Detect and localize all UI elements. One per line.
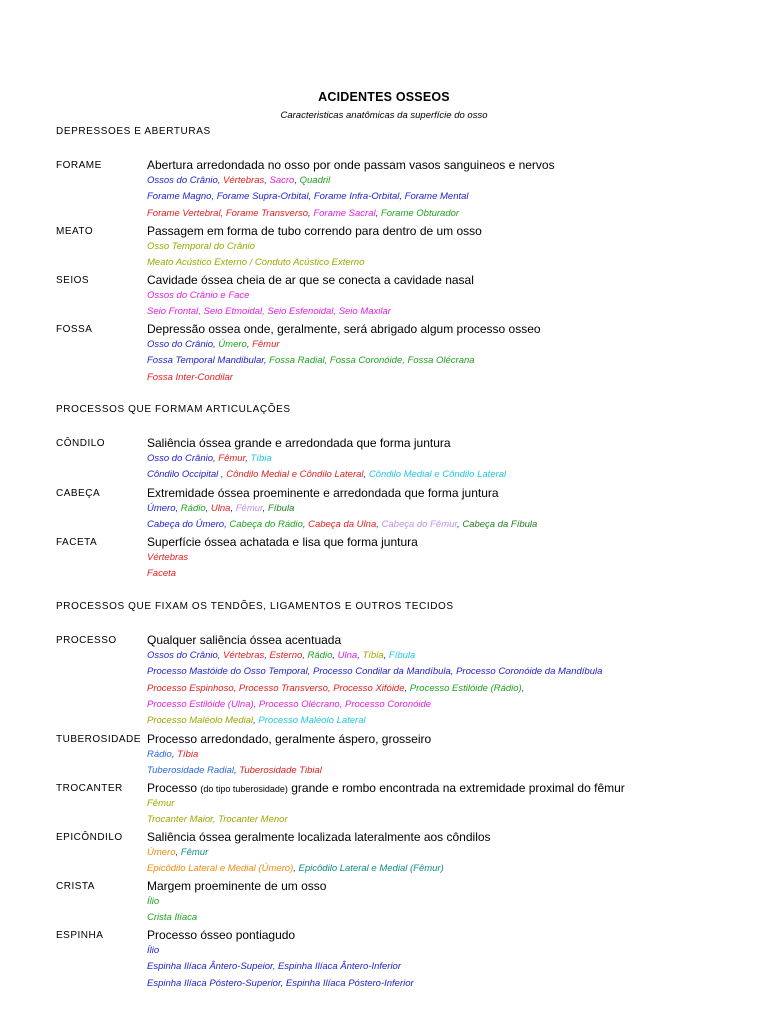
detail-segment: ,	[175, 503, 181, 514]
detail-segment: ,	[217, 175, 224, 186]
detail-line	[147, 715, 366, 726]
term-definition: Abertura arredondada no osso por onde passam vasos sanguineos e nervos	[147, 158, 555, 172]
definition-part: (do tipo tuberosidade)	[200, 784, 288, 794]
detail-segment: Forame Vertebral, Forame Transverso	[147, 207, 309, 219]
detail-segment: ,	[264, 175, 270, 186]
detail-line	[147, 765, 322, 776]
detail-line	[147, 978, 414, 989]
detail-segment: Ílio	[147, 896, 160, 907]
detail-segment: Fossa Temporal Mandibular	[147, 355, 264, 367]
detail-segment: Tuberosidade Tibial	[239, 765, 322, 777]
detail-segment: Processo Estilóide (Ulna), Processo Olécrano, Processo Coronóide	[147, 698, 432, 710]
term-label: ESPINHA	[56, 930, 104, 941]
term-label: CRISTA	[56, 881, 95, 892]
detail-segment: Seio Frontal, Seio Etmoidal, Seio Esfenoidal, Seio Maxilar	[147, 306, 391, 318]
detail-line	[147, 453, 272, 464]
detail-segment: Vértebras	[223, 650, 265, 661]
detail-segment: Processo Estilóide (Rádio)	[409, 682, 522, 694]
detail-segment: Ílio	[147, 945, 160, 956]
detail-segment: Cabeça da Fíbula	[462, 519, 538, 531]
detail-segment: Ossos do Crânio e Face	[147, 290, 250, 301]
detail-line	[147, 749, 198, 760]
detail-line	[147, 814, 288, 825]
detail-segment: Fíbula	[267, 503, 295, 514]
detail-segment: ,	[213, 339, 219, 350]
detail-segment: ,	[332, 650, 338, 661]
detail-segment: Faceta	[147, 568, 177, 580]
detail-segment: Fossa Radial, Fossa Coronóide, Fossa Olécrana	[269, 355, 475, 367]
term-label: FOSSA	[56, 324, 93, 335]
detail-segment: Rádio	[307, 650, 333, 661]
detail-line	[147, 568, 176, 579]
detail-segment: Processo Maléolo Medial	[147, 715, 254, 727]
detail-line	[147, 552, 188, 563]
term-definition: Processo ósseo pontiagudo	[147, 928, 296, 942]
detail-segment: Tíbia	[250, 453, 272, 464]
detail-segment: ,	[217, 650, 224, 661]
detail-segment: Quadril	[299, 175, 331, 186]
detail-segment: Forame Magno, Forame Supra-Orbital, Forame Infra-Orbital, Forame Mental	[147, 191, 469, 203]
detail-line	[147, 208, 459, 219]
term-definition: Processo arredondado, geralmente áspero, grosseiro	[147, 732, 432, 746]
detail-segment: Côndilo Occipital	[147, 469, 219, 481]
detail-segment: ,	[404, 682, 410, 694]
detail-segment: Processo Espinhoso, Processo Transverso, Processo Xifóide	[147, 682, 405, 694]
term-definition: Passagem em forma de tubo correndo para dentro de um osso	[147, 224, 482, 238]
detail-segment: Esterno	[269, 650, 303, 661]
section-title: PROCESSOS QUE FORMAM ARTICULAÇÕES	[56, 404, 291, 415]
detail-segment: Osso do Crânio	[147, 339, 214, 350]
detail-segment: ,	[245, 453, 251, 464]
term-label: FACETA	[56, 537, 98, 548]
detail-segment: Fêmur	[235, 503, 263, 514]
detail-line	[147, 191, 469, 202]
detail-segment: ,	[218, 469, 227, 481]
detail-line	[147, 961, 401, 972]
detail-segment: ,	[521, 682, 525, 694]
detail-segment: ,	[264, 650, 270, 661]
detail-line	[147, 469, 506, 480]
detail-segment: Úmero	[147, 503, 176, 514]
detail-segment: Ossos do Crânio	[147, 175, 218, 186]
definition-part: Processo	[147, 781, 201, 795]
detail-segment: ,	[224, 519, 230, 531]
detail-segment: Ulna	[337, 650, 358, 661]
term-definition: Cavidade óssea cheia de ar que se conecta a cavidade nasal	[147, 273, 474, 287]
detail-line	[147, 503, 294, 514]
detail-segment: Meato Acústico Externo / Conduto Acústico Externo	[147, 257, 365, 269]
detail-line	[147, 863, 444, 874]
detail-segment: Espinha Ilíaca Ântero-Supeior, Espinha Ilíaca Ântero-Inferior	[147, 961, 402, 973]
detail-segment: ,	[375, 207, 381, 219]
detail-segment: Sacro	[269, 175, 295, 186]
term-label: EPICÔNDILO	[56, 832, 123, 843]
term-label: TROCANTER	[56, 783, 123, 794]
detail-segment: ,	[246, 339, 253, 350]
detail-segment: Côndilo Medial e Côndilo Lateral	[226, 469, 364, 481]
detail-line	[147, 257, 364, 268]
detail-line	[147, 306, 391, 317]
detail-segment: Forame Obturador	[380, 207, 460, 219]
detail-segment: Vértebras	[147, 552, 189, 563]
detail-line	[147, 339, 280, 350]
detail-segment: ,	[253, 715, 259, 727]
detail-segment: Osso do Crânio	[147, 453, 214, 464]
detail-segment: Rádio	[180, 503, 206, 514]
detail-segment: ,	[302, 650, 308, 661]
detail-line	[147, 355, 475, 366]
detail-segment: Crista Ilíaca	[147, 912, 198, 924]
detail-line	[147, 290, 249, 301]
detail-segment: Rádio	[147, 749, 172, 760]
detail-segment: ,	[376, 519, 382, 531]
detail-segment: ,	[213, 453, 219, 464]
term-label: PROCESSO	[56, 635, 117, 646]
detail-segment: Fêmur	[252, 339, 280, 350]
detail-line	[147, 666, 602, 677]
detail-segment: Cabeça do Rádio	[229, 519, 303, 531]
term-definition: Qualquer saliência óssea acentuada	[147, 633, 342, 647]
detail-segment: Trocanter Maior, Trocanter Menor	[147, 814, 288, 826]
detail-segment: Fossa Inter-Condilar	[147, 371, 233, 383]
section-title: DEPRESSOES E ABERTURAS	[56, 126, 211, 137]
term-label: FORAME	[56, 160, 102, 171]
detail-segment: ,	[171, 749, 178, 760]
detail-segment: Fêmur	[180, 847, 209, 858]
detail-segment: Ossos do Crânio	[147, 650, 218, 661]
detail-segment: Epicôdilo Lateral e Medial (Fêmur)	[298, 863, 444, 875]
detail-segment: ,	[263, 355, 270, 367]
detail-segment: ,	[457, 519, 463, 531]
detail-line	[147, 241, 255, 252]
term-definition: Superfície óssea achatada e lisa que forma juntura	[147, 535, 418, 549]
detail-segment: Tíbia	[177, 749, 199, 760]
detail-segment: ,	[294, 175, 300, 186]
detail-line	[147, 912, 197, 923]
detail-segment: Forame Sacral	[313, 207, 376, 219]
detail-segment: ,	[233, 765, 240, 777]
detail-segment: ,	[230, 503, 236, 514]
detail-segment: Fêmur	[147, 798, 175, 809]
detail-segment: Cabeça do Úmero	[147, 519, 225, 531]
detail-segment: ,	[175, 847, 181, 858]
detail-line	[147, 896, 159, 907]
detail-segment: Côndilo Medial e Côndilo Lateral	[368, 469, 507, 481]
detail-line	[147, 519, 537, 530]
term-definition: Saliência óssea geralmente localizada lateralmente aos côndilos	[147, 830, 491, 844]
term-definition	[147, 781, 625, 795]
detail-line	[147, 175, 330, 186]
term-label: CABEÇA	[56, 488, 101, 499]
section-title: PROCESSOS QUE FIXAM OS TENDÕES, LIGAMENTOS E OUTROS TECIDOS	[56, 601, 454, 612]
detail-segment: Ulna	[210, 503, 231, 514]
detail-segment: Cabeça da Ulna	[308, 519, 377, 531]
detail-line	[147, 798, 174, 809]
detail-segment: ,	[363, 469, 369, 481]
detail-segment: Vértebras	[223, 175, 265, 186]
detail-segment: Processo Mastóide do Osso Temporal, Processo Condilar da Mandíbula, Processo Coronóide da Mandíbula	[147, 666, 603, 678]
detail-segment: Processo Maléolo Lateral	[258, 715, 366, 727]
detail-segment: Cabeça do Fêmur	[381, 519, 458, 531]
definition-part: grande e rombo encontrada na extremidade proximal do fêmur	[287, 781, 625, 795]
detail-line	[147, 372, 233, 383]
detail-segment: Epicôdilo Lateral e Medial (Úmero)	[147, 863, 294, 875]
term-definition: Depressão ossea onde, geralmente, será abrigado algum processo osseo	[147, 322, 541, 336]
term-label: CÔNDILO	[56, 438, 106, 449]
detail-segment: Úmero	[147, 847, 176, 858]
detail-segment: Espinha Ilíaca Póstero-Superior, Espinha Ilíaca Póstero-Inferior	[147, 977, 414, 989]
detail-segment: Tíbia	[362, 650, 384, 661]
detail-segment: ,	[383, 650, 389, 661]
detail-segment: ,	[205, 503, 211, 514]
term-label: TUBEROSIDADE	[56, 734, 141, 745]
detail-line	[147, 683, 524, 694]
detail-segment: Fíbula	[388, 650, 416, 661]
page-subtitle: Caracteristicas anatômicas da superfície do osso	[280, 110, 488, 121]
detail-segment: Úmero	[218, 339, 247, 350]
term-label: SEIOS	[56, 275, 90, 286]
detail-line	[147, 945, 159, 956]
page-title: ACIDENTES OSSEOS	[318, 90, 450, 104]
detail-segment: ,	[308, 207, 314, 219]
term-definition: Margem proeminente de um osso	[147, 879, 327, 893]
detail-segment: ,	[302, 519, 309, 531]
detail-line	[147, 650, 415, 661]
detail-segment: Osso Temporal do Crânio	[147, 241, 255, 252]
detail-line	[147, 699, 431, 710]
term-definition: Extremidade óssea proeminente e arredondada que forma juntura	[147, 486, 499, 500]
detail-line	[147, 847, 208, 858]
detail-segment: Fêmur	[218, 453, 246, 464]
term-label: MEATO	[56, 226, 94, 237]
detail-segment: ,	[293, 863, 299, 875]
term-definition: Saliência óssea grande e arredondada que forma juntura	[147, 436, 451, 450]
detail-segment: ,	[262, 503, 268, 514]
detail-segment: Tuberosidade Radial	[147, 765, 234, 777]
detail-segment: ,	[357, 650, 363, 661]
